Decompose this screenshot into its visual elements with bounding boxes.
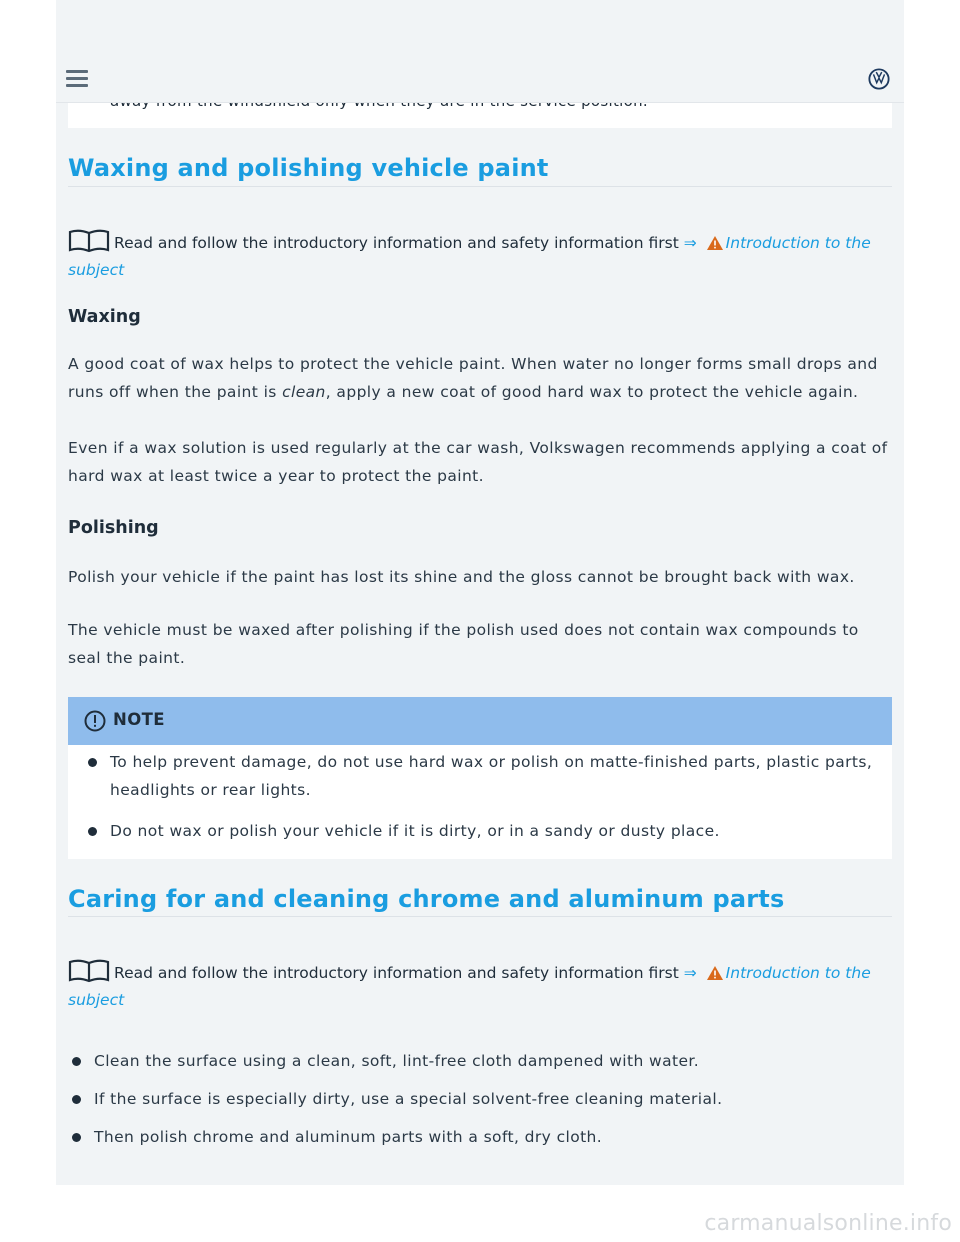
note-header — [68, 697, 892, 745]
emphasis-clean: clean — [282, 383, 326, 401]
note-list — [84, 745, 874, 845]
intro-text: Read and follow the introductory information and safety information first — [114, 234, 679, 252]
list-item: If the surface is especially dirty, use a special solvent-free cleaning material. — [68, 1085, 888, 1113]
heading-waxing: Waxing — [68, 307, 141, 327]
list-item: Then polish chrome and aluminum parts with a soft, dry cloth. — [68, 1123, 888, 1151]
bullet-icon — [72, 1057, 81, 1066]
menu-icon[interactable] — [66, 70, 88, 88]
note-box — [68, 697, 892, 859]
intro-text: Read and follow the introductory information and safety information first — [114, 964, 679, 982]
list-item: Clean the surface using a clean, soft, lint-free cloth dampened with water. — [68, 1047, 888, 1075]
arrow-icon: ⇒ — [683, 234, 697, 252]
intro-notice — [68, 229, 888, 284]
heading-polishing: Polishing — [68, 518, 159, 538]
bullet-icon — [72, 1095, 81, 1104]
warning-icon — [706, 965, 724, 981]
intro-link[interactable]: Introduction to the subject — [68, 234, 871, 279]
section-title-chrome: Caring for and cleaning chrome and aluminum parts — [68, 885, 785, 913]
intro-notice — [68, 959, 888, 1014]
bullet-icon — [88, 758, 97, 767]
section-divider — [68, 186, 892, 187]
polishing-paragraph-2: The vehicle must be waxed after polishing if the polish used does not contain wax compounds to seal the paint. — [68, 621, 859, 667]
section-divider — [68, 916, 892, 917]
note-item: To help prevent damage, do not use hard wax or polish on matte-finished parts, plastic parts, headlights or rear lights. — [84, 748, 874, 804]
warning-icon — [706, 235, 724, 251]
bullet-icon — [88, 827, 97, 836]
polishing-paragraph-1: Polish your vehicle if the paint has lost its shine and the gloss cannot be brought back with wax. — [68, 568, 855, 586]
open-book-icon — [68, 229, 110, 253]
waxing-paragraph-2: Even if a wax solution is used regularly at the car wash, Volkswagen recommends applying a coat of hard wax at least twice a year to protect the paint. — [68, 439, 888, 485]
intro-link[interactable]: Introduction to the subject — [68, 964, 871, 1009]
section-title-waxing: Waxing and polishing vehicle paint — [68, 154, 549, 182]
top-bar — [56, 56, 904, 103]
arrow-icon: ⇒ — [683, 964, 697, 982]
note-title: NOTE — [113, 710, 165, 729]
waxing-paragraph-1: A good coat of wax helps to protect the vehicle paint. When water no longer forms small drops and runs off when the paint is clean, apply a new coat of good hard wax to protect the vehicle again. — [68, 355, 878, 401]
exclamation-circle-icon — [84, 710, 106, 732]
bullet-icon — [72, 1133, 81, 1142]
steps-list — [68, 1047, 888, 1161]
watermark: carmanualsonline.info — [704, 1211, 952, 1236]
note-item: Do not wax or polish your vehicle if it is dirty, or in a sandy or dusty place. — [84, 817, 874, 845]
open-book-icon — [68, 959, 110, 983]
vw-logo-icon[interactable] — [868, 68, 890, 90]
